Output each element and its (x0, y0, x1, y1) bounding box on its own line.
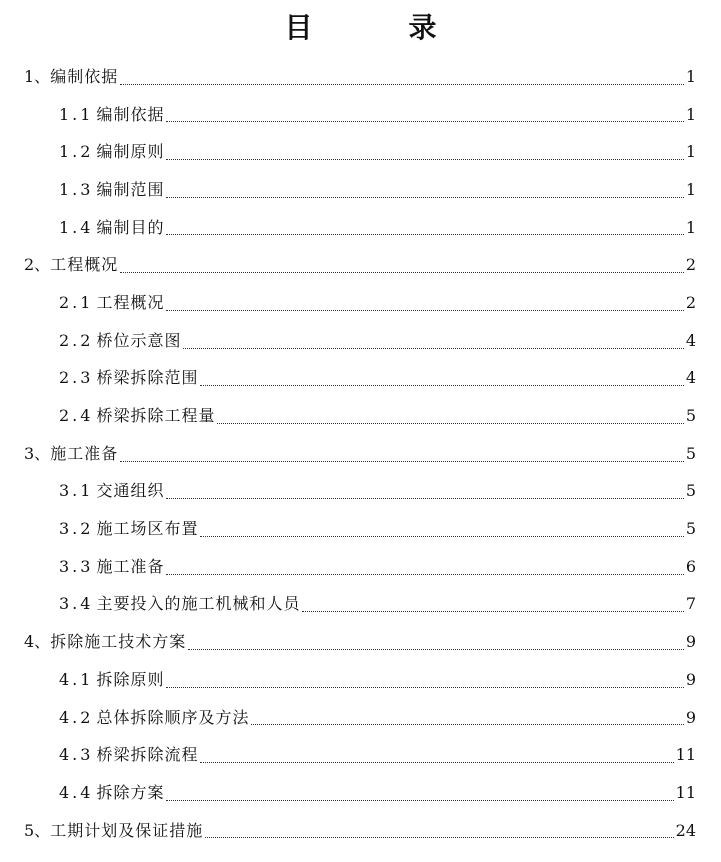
toc-entry-number: 3.3 (59, 556, 94, 576)
toc-entry-title: 桥梁拆除流程 (96, 745, 199, 765)
toc-page-number: 1 (685, 66, 696, 86)
toc-entry-title: 施工准备 (50, 443, 119, 463)
toc-page-number: 9 (685, 707, 696, 727)
toc-page-number: 4 (685, 330, 696, 350)
dot-leader (166, 310, 683, 311)
dot-leader (166, 574, 683, 575)
toc-entry-number: 2、 (24, 255, 51, 275)
toc-entry-title: 施工场区布置 (96, 519, 199, 539)
toc-page-number: 2 (685, 255, 696, 275)
dot-leader (183, 348, 683, 349)
dot-leader (200, 536, 683, 537)
toc-page-number: 1 (685, 104, 696, 124)
toc-entry[interactable] (0, 435, 721, 473)
dot-leader (217, 423, 683, 424)
toc-entry[interactable] (0, 133, 721, 171)
toc-entry-number: 4.3 (59, 745, 94, 765)
toc-entry[interactable] (0, 209, 721, 247)
toc-page-number: 11 (675, 782, 696, 802)
toc-page-number: 5 (685, 406, 696, 426)
toc-entry-number: 4.1 (59, 669, 94, 689)
toc-entry[interactable] (0, 322, 721, 360)
dot-leader (166, 234, 683, 235)
toc-page-number: 24 (675, 820, 696, 840)
dot-leader (200, 762, 673, 763)
dot-leader (166, 121, 683, 122)
toc-entry-title: 主要投入的施工机械和人员 (96, 594, 301, 614)
toc-entry-number: 5、 (24, 820, 51, 840)
toc-entry-title: 编制依据 (50, 66, 119, 86)
dot-leader (120, 272, 684, 273)
toc-page-number: 9 (685, 669, 696, 689)
toc-entry[interactable] (0, 96, 721, 134)
toc-page-number: 5 (685, 443, 696, 463)
toc-entry-number: 3.2 (59, 519, 94, 539)
toc-page-number: 2 (685, 292, 696, 312)
toc-entry-number: 1.1 (59, 104, 94, 124)
toc-entry[interactable] (0, 58, 721, 96)
toc-entry-number: 3、 (24, 443, 51, 463)
toc-entry[interactable] (0, 774, 721, 812)
toc-entry[interactable] (0, 360, 721, 398)
toc-entry-number: 2.2 (59, 330, 94, 350)
toc-entry[interactable] (0, 473, 721, 511)
toc-page-number: 5 (685, 519, 696, 539)
toc-entry-title: 交通组织 (96, 481, 165, 501)
toc-title: 目 录 (284, 11, 471, 44)
toc-entry-title: 桥位示意图 (96, 330, 182, 350)
dot-leader (166, 800, 673, 801)
dot-leader (166, 498, 683, 499)
toc-entry[interactable] (0, 699, 721, 737)
toc-entry-title: 施工准备 (96, 556, 165, 576)
toc-entry-number: 2.1 (59, 292, 94, 312)
toc-page-number: 6 (685, 556, 696, 576)
toc-entry-title: 总体拆除顺序及方法 (96, 707, 250, 727)
toc-page-number: 11 (675, 745, 696, 765)
toc-entry-number: 4.4 (59, 782, 94, 802)
dot-leader (120, 84, 684, 85)
toc-entry-number: 3.1 (59, 481, 94, 501)
toc-entry-title: 编制依据 (96, 104, 165, 124)
dot-leader (251, 724, 683, 725)
toc-entry-number: 1.2 (59, 142, 94, 162)
toc-entry-title: 工程概况 (50, 255, 119, 275)
toc-entry[interactable] (0, 812, 721, 850)
toc-entry-title: 拆除方案 (96, 782, 165, 802)
toc-page-number: 9 (685, 632, 696, 652)
toc-entry-number: 2.3 (59, 368, 94, 388)
toc-entry-title: 工期计划及保证措施 (50, 820, 204, 840)
toc-entry-title: 工程概况 (96, 292, 165, 312)
toc-entry[interactable] (0, 510, 721, 548)
toc-entry[interactable] (0, 171, 721, 209)
toc-entry-title: 编制目的 (96, 217, 165, 237)
table-of-contents (0, 58, 721, 849)
toc-entry-number: 1.3 (59, 179, 94, 199)
dot-leader (166, 197, 683, 198)
toc-entry-number: 1.4 (59, 217, 94, 237)
toc-page-number: 1 (685, 217, 696, 237)
toc-page-number: 5 (685, 481, 696, 501)
dot-leader (302, 611, 683, 612)
toc-entry-title: 桥梁拆除工程量 (96, 406, 216, 426)
toc-page-number: 4 (685, 368, 696, 388)
dot-leader (205, 837, 673, 838)
toc-entry[interactable] (0, 661, 721, 699)
dot-leader (166, 687, 683, 688)
toc-entry-number: 2.4 (59, 406, 94, 426)
dot-leader (120, 461, 684, 462)
toc-entry[interactable] (0, 736, 721, 774)
toc-entry-number: 3.4 (59, 594, 94, 614)
toc-entry[interactable] (0, 397, 721, 435)
toc-entry-title: 编制原则 (96, 142, 165, 162)
toc-entry[interactable] (0, 586, 721, 624)
toc-page-number: 1 (685, 179, 696, 199)
toc-entry[interactable] (0, 246, 721, 284)
toc-entry-number: 4、 (24, 632, 51, 652)
toc-entry-number: 1、 (24, 66, 51, 86)
toc-entry[interactable] (0, 623, 721, 661)
toc-entry-number: 4.2 (59, 707, 94, 727)
toc-entry-title: 拆除施工技术方案 (50, 632, 187, 652)
toc-page-number: 1 (685, 142, 696, 162)
toc-entry[interactable] (0, 284, 721, 322)
toc-entry[interactable] (0, 548, 721, 586)
dot-leader (166, 159, 683, 160)
dot-leader (188, 649, 684, 650)
toc-entry-title: 桥梁拆除范围 (96, 368, 199, 388)
dot-leader (200, 385, 683, 386)
toc-entry-title: 编制范围 (96, 179, 165, 199)
toc-page-number: 7 (685, 594, 696, 614)
toc-entry-title: 拆除原则 (96, 669, 165, 689)
